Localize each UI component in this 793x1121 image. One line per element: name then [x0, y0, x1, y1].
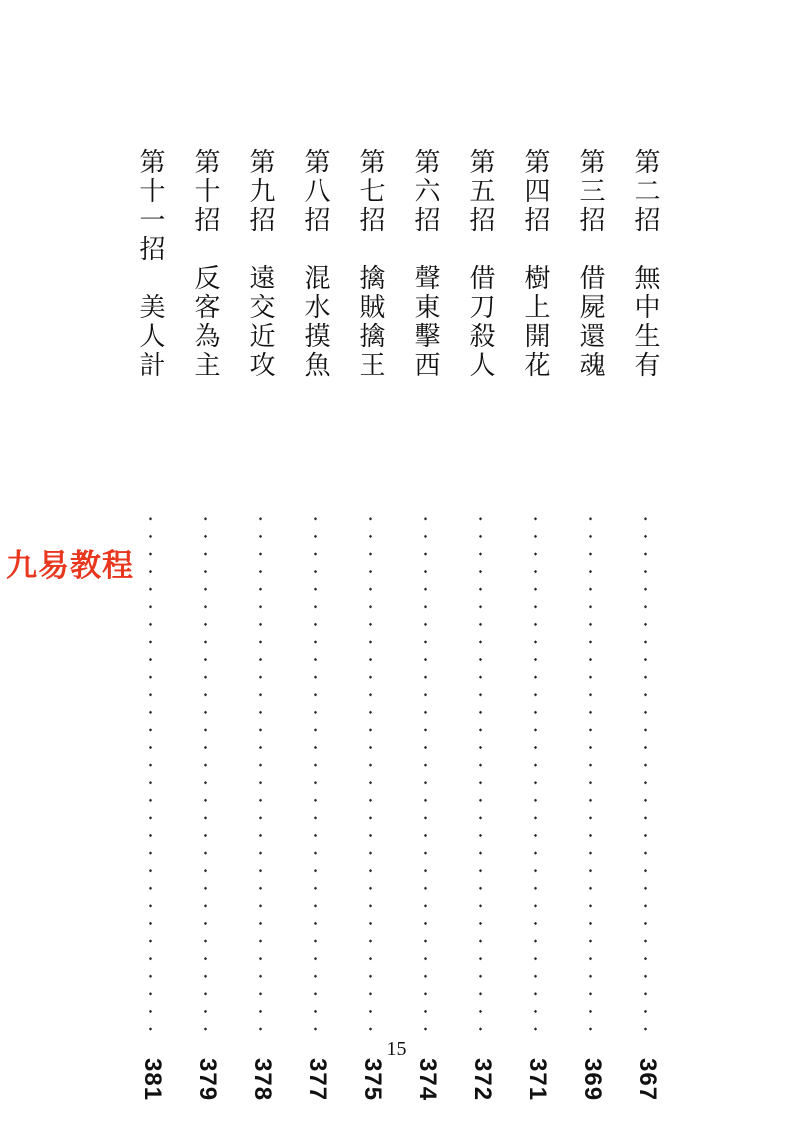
watermark: 九易教程: [6, 548, 134, 584]
dot-leader: [149, 510, 152, 1038]
toc-entry-label: [517, 148, 553, 380]
toc-entry-title: 借刀殺人: [465, 264, 495, 380]
dot-leader: [534, 510, 537, 1038]
toc-entry-page: 372: [469, 1058, 496, 1102]
dot-leader: [589, 510, 592, 1038]
dot-leader: [644, 510, 647, 1038]
toc-entry: [185, 148, 225, 1102]
toc-entry-page: 381: [139, 1058, 166, 1102]
toc-entry-chapter: 第九招: [245, 148, 275, 235]
dot-leader: [204, 510, 207, 1038]
toc-entry-label: [187, 148, 223, 380]
toc-entry-label: [462, 148, 498, 380]
toc-entry-label: [572, 148, 608, 380]
dot-leader: [424, 510, 427, 1038]
toc-entry-page: 379: [194, 1058, 221, 1102]
toc-entry-title: 聲東擊西: [410, 264, 440, 380]
toc-entry-title: 擒賊擒王: [355, 264, 385, 380]
toc-entry-label: [132, 148, 168, 380]
toc-entry: [460, 148, 500, 1102]
toc-entry-chapter: 第六招: [410, 148, 440, 235]
dot-leader: [479, 510, 482, 1038]
dot-leader: [369, 510, 372, 1038]
toc-entry-chapter: 第八招: [300, 148, 330, 235]
toc-entry-page: 378: [249, 1058, 276, 1102]
toc-entry-label: [242, 148, 278, 380]
toc-entry-page: 367: [634, 1058, 661, 1102]
toc-entry: [350, 148, 390, 1102]
toc-entry-title: 樹上開花: [520, 264, 550, 380]
toc-entry: [570, 148, 610, 1102]
toc-entry: [130, 148, 170, 1102]
toc-entry-chapter: 第三招: [575, 148, 605, 235]
toc-entry-label: [297, 148, 333, 380]
toc-entry-chapter: 第十招: [190, 148, 220, 235]
toc-entry-chapter: 第二招: [630, 148, 660, 235]
toc-entry: [405, 148, 445, 1102]
toc-entry-title: 遠交近攻: [245, 264, 275, 380]
toc-entry-page: 371: [524, 1058, 551, 1102]
toc-entry-page: 369: [579, 1058, 606, 1102]
toc-entry: [515, 148, 555, 1102]
toc-entry-label: [352, 148, 388, 380]
page-number: 15: [386, 1038, 407, 1060]
toc-entry: [295, 148, 335, 1102]
toc-entry-chapter: 第七招: [355, 148, 385, 235]
toc-entry-label: [407, 148, 443, 380]
toc-entry-page: 374: [414, 1058, 441, 1102]
toc-entry: [240, 148, 280, 1102]
dot-leader: [314, 510, 317, 1038]
toc-entry: [625, 148, 665, 1102]
toc-entry-page: 375: [359, 1058, 386, 1102]
toc-entry-title: 無中生有: [630, 264, 660, 380]
toc-entry-title: 美人計: [135, 293, 165, 380]
toc-entry-chapter: 第十一招: [135, 148, 165, 264]
dot-leader: [259, 510, 262, 1038]
toc-entry-chapter: 第五招: [465, 148, 495, 235]
toc-entry-title: 反客為主: [190, 264, 220, 380]
toc-entry-label: [627, 148, 663, 380]
toc-entry-page: 377: [304, 1058, 331, 1102]
toc-entry-title: 混水摸魚: [300, 264, 330, 380]
toc-entry-chapter: 第四招: [520, 148, 550, 235]
toc-entry-title: 借屍還魂: [575, 264, 605, 380]
